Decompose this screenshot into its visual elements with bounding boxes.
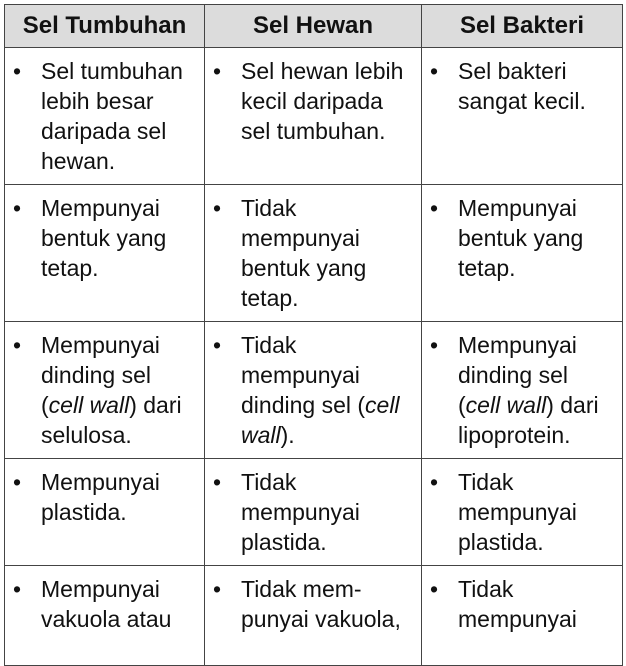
text-segment: Mempunyai bentuk yang tetap. [41,195,167,281]
bullet-item [430,330,616,450]
bullet-icon: • [430,58,439,84]
cell-text [458,193,616,283]
bullet-item [213,56,415,146]
table-cell [205,48,422,185]
table-row [5,185,623,322]
bullet-icon: • [13,195,22,221]
bullet-item [13,56,198,176]
bullet-icon: • [13,576,22,602]
text-segment: Tidak mempunyai [458,576,577,632]
cell-text [41,574,198,634]
bullet-item [13,330,198,450]
table-cell [205,566,422,666]
cell-text [41,193,198,283]
text-segment: ) dari lipoprotein. [458,392,599,448]
text-segment: Tidak mempunyai plastida. [241,469,360,555]
table-cell [205,459,422,566]
bullet-item [213,330,415,450]
table-cell [5,322,205,459]
table-cell [205,185,422,322]
italic-term: cell wall [465,392,547,418]
bullet-icon: • [13,332,22,358]
header-cell: Sel Hewan [205,5,422,48]
bullet-icon: • [13,58,22,84]
bullet-item [430,467,616,557]
header-cell: Sel Bakteri [422,5,623,48]
cell-text [41,330,198,450]
text-segment: Sel tumbuhan lebih besar daripada sel hewan. [41,58,183,174]
table-row [5,322,623,459]
bullet-item [213,467,415,557]
table-cell [5,185,205,322]
text-segment: Mempunyai dinding sel ( [41,332,160,418]
bullet-item [430,574,616,634]
cell-text [241,193,415,313]
bullet-item [13,574,198,634]
italic-term: cell wall [48,392,130,418]
text-segment: Mempunyai dinding sel ( [458,332,577,418]
cell-text [241,467,415,557]
cell-text [41,56,198,176]
table-row [5,48,623,185]
bullet-icon: • [213,332,222,358]
table-cell [422,185,623,322]
table-cell [422,566,623,666]
bullet-item [213,193,415,313]
table-cell [422,459,623,566]
table-cell [5,566,205,666]
text-segment: Mempunyai vakuola atau [41,576,172,632]
text-segment: Sel bakteri sangat kecil. [458,58,586,114]
table-cell [5,459,205,566]
table-row [5,459,623,566]
bullet-item [430,193,616,283]
cell-text [458,467,616,557]
bullet-item [13,467,198,527]
bullet-icon: • [430,332,439,358]
table-cell [205,322,422,459]
table-body [5,48,623,666]
table-cell [422,322,623,459]
bullet-icon: • [13,469,22,495]
text-segment: ) dari selulosa. [41,392,182,448]
text-segment: Mempunyai plastida. [41,469,160,525]
text-segment: Tidak mempunyai dinding sel ( [241,332,366,418]
bullet-icon: • [430,469,439,495]
bullet-icon: • [213,195,222,221]
cell-text [458,56,616,116]
cell-text [41,467,198,527]
bullet-icon: • [213,469,222,495]
header-row [5,5,623,48]
bullet-icon: • [213,576,222,602]
cell-text [458,330,616,450]
text-segment: Tidak mem-punyai vakuola, [241,576,401,632]
italic-term: cell wall [241,392,400,448]
bullet-icon: • [430,576,439,602]
bullet-item [13,193,198,283]
cell-text [458,574,616,634]
cell-text [241,574,415,634]
comparison-table [4,4,623,666]
text-segment: ). [280,422,295,448]
table-cell [5,48,205,185]
bullet-item [430,56,616,116]
text-segment: Mempunyai bentuk yang tetap. [458,195,584,281]
header-cell: Sel Tumbuhan [5,5,205,48]
table-row [5,566,623,666]
cell-text [241,56,415,146]
bullet-icon: • [430,195,439,221]
text-segment: Tidak mempunyai plastida. [458,469,577,555]
text-segment: Sel hewan lebih kecil daripada sel tumbuhan. [241,58,404,144]
bullet-item [213,574,415,634]
bullet-icon: • [213,58,222,84]
text-segment: Tidak mempunyai bentuk yang tetap. [241,195,367,311]
table-cell [422,48,623,185]
cell-text [241,330,415,450]
